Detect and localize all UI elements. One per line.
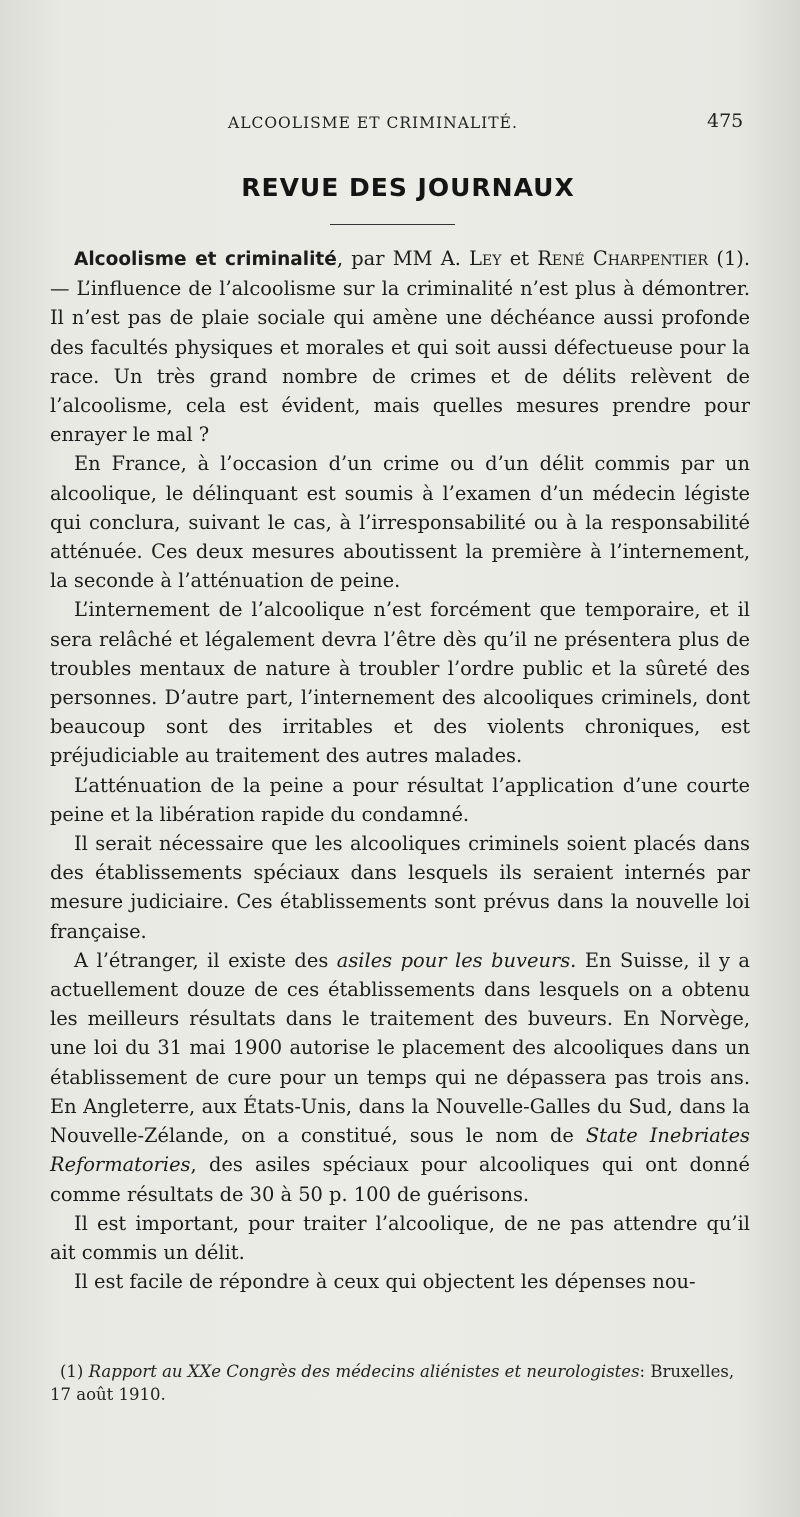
article-body (50, 244, 750, 1296)
paragraph-5: Il serait nécessaire que les alcooliques criminels soient placés dans des établissements spéciaux dans lesquels ils seraient internés par mesure judiciaire. Ces établissements sont prévus dans la nouvelle loi française. (50, 832, 750, 943)
paragraph-8: Il est facile de répondre à ceux qui objectent les dépenses nou- (74, 1270, 696, 1294)
footnote-italic: Rapport au XXe Congrès des médecins aliénistes et neurologistes (88, 1362, 640, 1381)
footnote-text (50, 1361, 750, 1406)
section-title: REVUE DES JOURNAUX (241, 173, 575, 202)
paragraph-6-part-c: , des asiles spéciaux pour alcooliques qui ont donné comme résultats de 30 à 50 p. 100 de guérisons. (50, 1153, 750, 1206)
article-title: Alcoolisme et criminalité (74, 249, 337, 270)
author-charpentier: René Charpentier (537, 247, 709, 270)
title-rule (330, 224, 455, 225)
paragraph-6 (50, 946, 750, 1209)
running-head: ALCOOLISME ET CRIMINALITÉ. (228, 114, 518, 132)
footnote-marker: (1) (60, 1362, 89, 1381)
paragraph-2: En France, à l’occasion d’un crime ou d’un délit commis par un alcoolique, le délinquant est soumis à l’examen d’un médecin légiste qui conclura, suivant le cas, à l’irresponsabilité ou à la responsabilité atténuée. Ces deux mesures aboutissent la première à l’internement, la seconde à l’atténuation de peine. (50, 452, 750, 593)
byline-prefix: , par MM A. (336, 247, 470, 270)
byline-mid: et (501, 247, 538, 270)
paragraph-6-part-a: A l’étranger, il existe des (74, 948, 337, 972)
footnote (50, 1361, 750, 1406)
paragraph-3: L’internement de l’alcoolique n’est forcément que temporaire, et il sera relâché et légalement devra l’être dès qu’il ne présentera plus de troubles mentaux de nature à troubler l’ordre public et la sûreté des personnes. D’autre part, l’internement des alcooliques criminels, dont beaucoup sont des irritables et des violents chroniques, est préjudiciable au traitement des autres malades. (50, 598, 750, 768)
footnote-rest: : Bruxelles, 17 août 1910. (50, 1362, 735, 1404)
author-ley: Ley (469, 247, 502, 270)
italic-asiles: asiles pour les buveurs (336, 948, 571, 972)
paragraph-1-text: L’influence de l’alcoolisme sur la criminalité n’est plus à démontrer. Il n’est pas de plaie sociale qui amène une déchéance aussi profonde des facultés physiques et morales et qui soit aussi défectueuse pour la race. Un très grand nombre de crimes et de délits relèvent de l’alcoolisme, cela est évident, mais quelles mesures prendre pour enrayer le mal ? (50, 277, 750, 447)
italic-state-inebriates: State Inebriates Reformatories (50, 1124, 750, 1177)
paragraph-4: L’atténuation de la peine a pour résultat l’application d’une courte peine et la libération rapide du condamné. (50, 773, 750, 826)
paragraph-6-part-b: . En Suisse, il y a actuellement douze de ces établissements dans lesquels on a obtenu les meilleurs résultats dans le traitement des buveurs. En Norvège, une loi du 31 mai 1900 autorise le placement des alcooliques dans un établissement de cure pour un temps qui ne dépassera pas trois ans. En Angleterre, aux États-Unis, dans la Nouvelle-Galles du Sud, dans la Nouvelle-Zélande, on a constitué, sous le nom de (50, 948, 750, 1148)
paragraph-1 (50, 244, 750, 449)
paragraph-7: Il est important, pour traiter l’alcoolique, de ne pas attendre qu’il ait commis un délit. (50, 1211, 750, 1264)
footnote-reference: (1). — (50, 247, 751, 301)
page-number: 475 (707, 110, 744, 132)
